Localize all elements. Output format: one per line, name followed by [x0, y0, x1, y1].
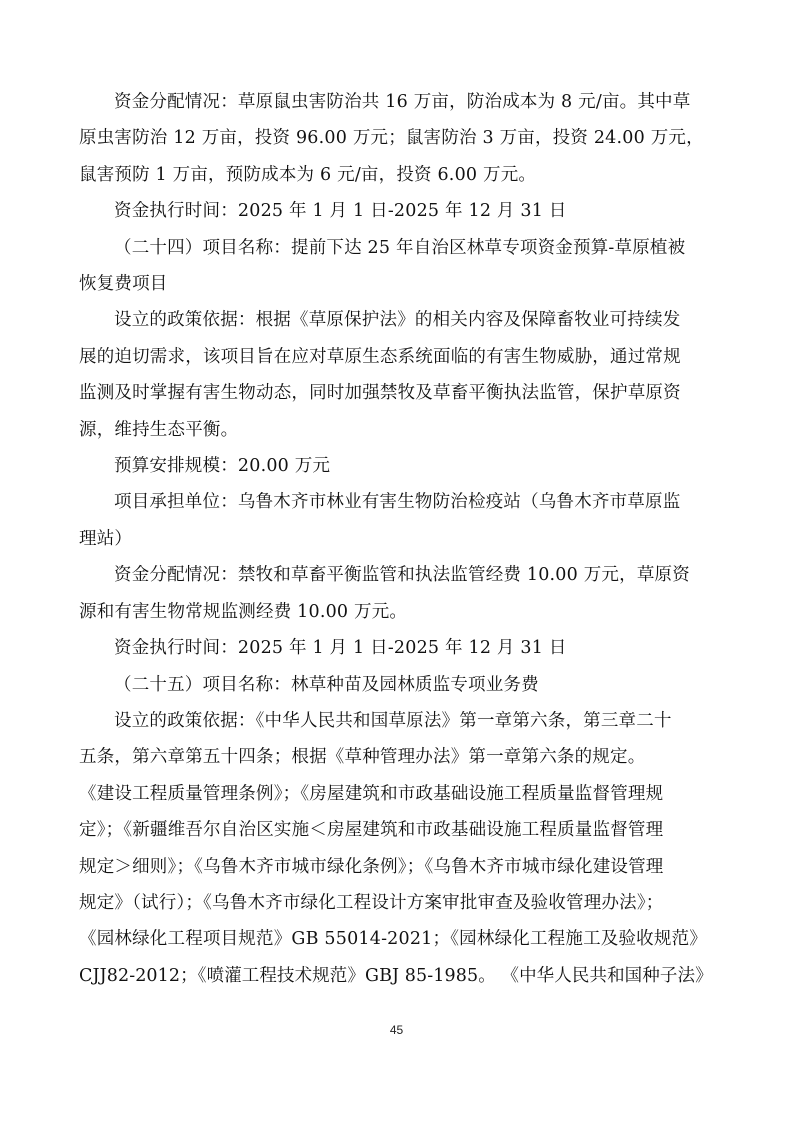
text-line: 五条，第六章第五十四条；根据《草种管理办法》第一章第六条的规定。 — [79, 747, 646, 768]
text-line: 资金执行时间：2025 年 1 月 1 日-2025 年 12 月 31 日 — [114, 201, 567, 222]
text-line: 源和有害生物常规监测经费 10.00 万元。 — [79, 601, 408, 622]
document-body — [79, 84, 715, 994]
text-line: 《园林绿化工程项目规范》GB 55014-2021；《园林绿化工程施工及验收规范》 — [79, 929, 707, 950]
text-line: （二十五）项目名称：林草种苗及园林质监专项业务费 — [114, 674, 539, 695]
text-line: 恢复费项目 — [79, 274, 168, 295]
text-line: 原虫害防治 12 万亩，投资 96.00 万元；鼠害防治 3 万亩，投资 24.00 万元， — [79, 128, 704, 149]
text-line: 鼠害预防 1 万亩，预防成本为 6 元/亩，投资 6.00 万元。 — [79, 164, 537, 185]
text-line: 规定＞细则》；《乌鲁木齐市城市绿化条例》；《乌鲁木齐市城市绿化建设管理 — [79, 856, 664, 877]
text-line: （二十四）项目名称：提前下达 25 年自治区林草专项资金预算-草原植被 — [114, 237, 686, 258]
text-line: 《建设工程质量管理条例》；《房屋建筑和市政基础设施工程质量监督管理规 — [79, 783, 664, 804]
text-line: 预算安排规模：20.00 万元 — [114, 456, 331, 477]
text-line: 资金分配情况：草原鼠虫害防治共 16 万亩，防治成本为 8 元/亩。其中草 — [114, 92, 691, 112]
text-line: 资金执行时间：2025 年 1 月 1 日-2025 年 12 月 31 日 — [114, 638, 567, 659]
text-line: 定》；《新疆维吾尔自治区实施＜房屋建筑和市政基础设施工程质量监督管理 — [79, 820, 664, 841]
text-line: 展的迫切需求，该项目旨在应对草原生态系统面临的有害生物威胁，通过常规 — [79, 346, 681, 367]
text-lines — [79, 84, 715, 994]
text-line: 源，维持生态平衡。 — [79, 419, 239, 440]
text-line: 设立的政策依据：《中华人民共和国草原法》第一章第六条，第三章二十 — [114, 710, 672, 731]
page-number: 45 — [389, 1023, 404, 1037]
text-line: 项目承担单位：乌鲁木齐市林业有害生物防治检疫站（乌鲁木齐市草原监 — [114, 492, 681, 513]
text-line: CJJ82-2012；《喷灌工程技术规范》GBJ 85-1985。 《中华人民共和国种子法》 — [79, 965, 713, 986]
text-line: 规定》（试行）；《乌鲁木齐市绿化工程设计方案审批审查及验收管理办法》； — [79, 892, 664, 913]
text-line: 资金分配情况：禁牧和草畜平衡监管和执法监管经费 10.00 万元，草原资 — [114, 565, 690, 586]
text-line: 监测及时掌握有害生物动态，同时加强禁牧及草畜平衡执法监管，保护草原资 — [79, 383, 681, 404]
text-line: 理站） — [79, 528, 133, 549]
text-line: 设立的政策依据：根据《草原保护法》的相关内容及保障畜牧业可持续发 — [114, 310, 681, 331]
